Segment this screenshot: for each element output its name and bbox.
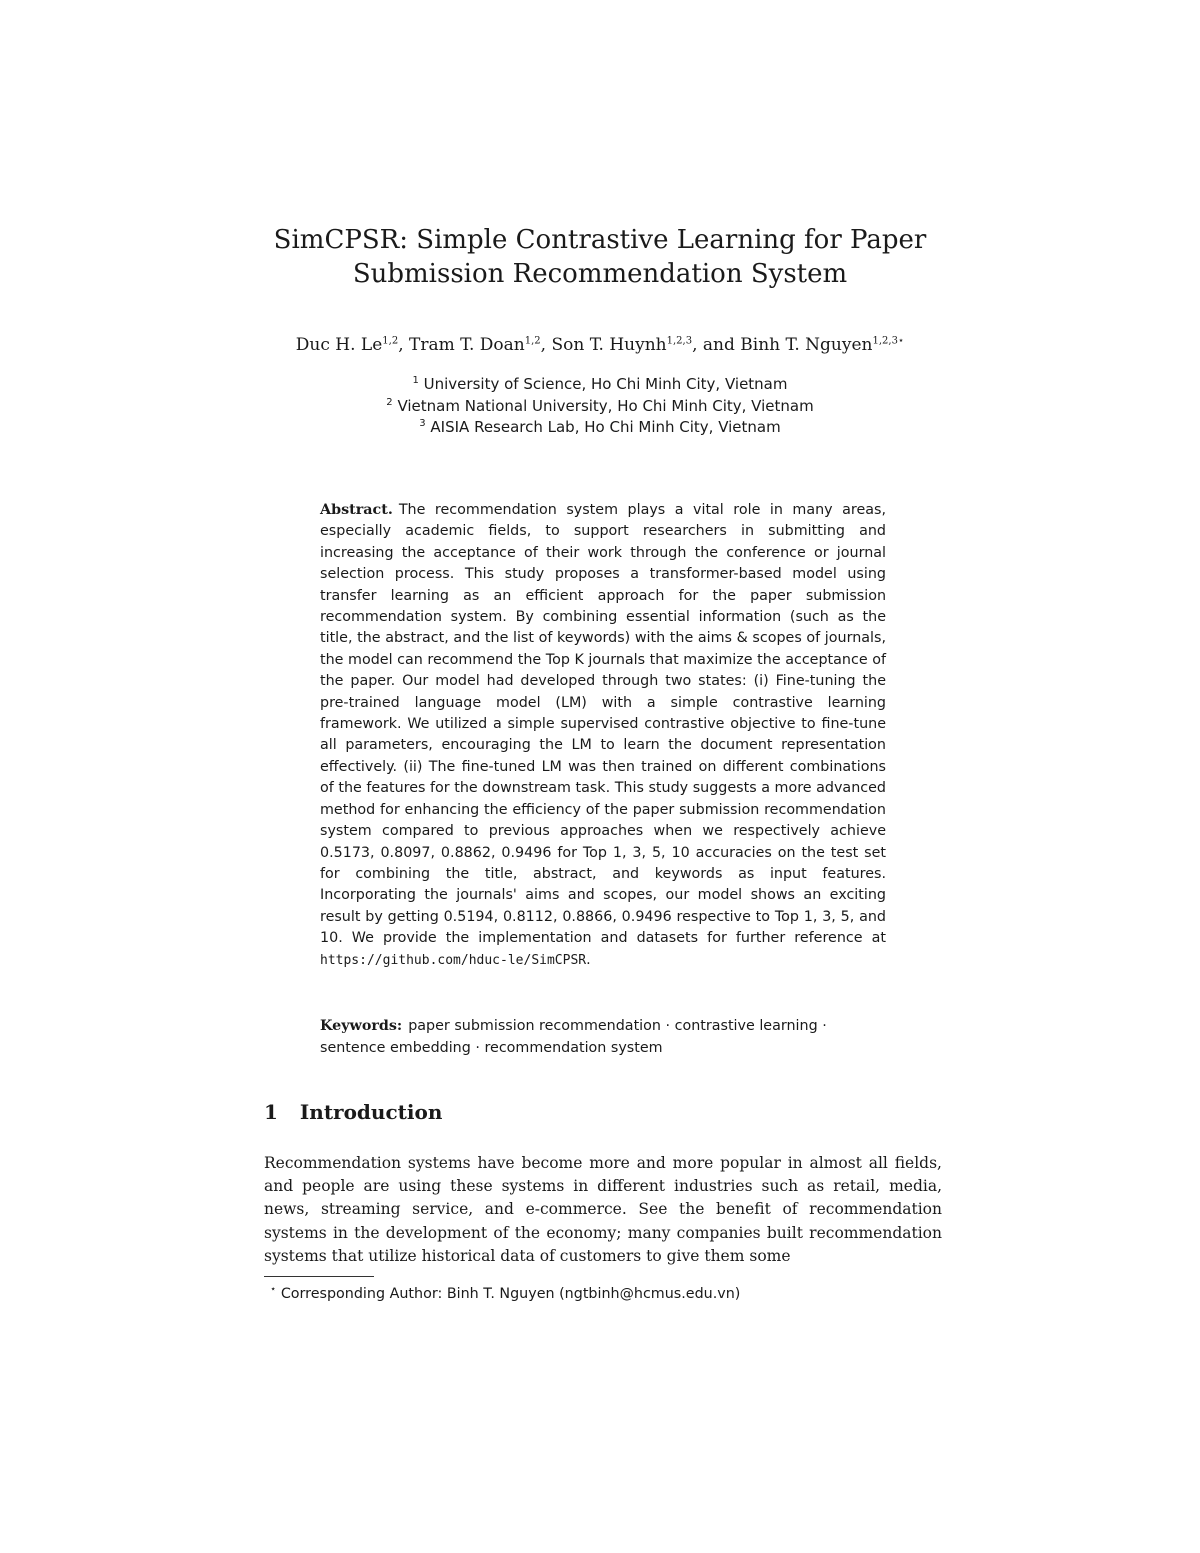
author-affiliation-mark: 1,2,3⋆	[872, 335, 905, 347]
keywords	[320, 1015, 886, 1059]
affiliation: $^2$ Vietnam National University, Ho Chi Minh City, Vietnam	[386, 396, 814, 415]
author-name: Tram T. Doan	[409, 335, 525, 355]
author-affiliation-mark: 1,2	[382, 335, 399, 347]
author-affiliation-mark: 1,2	[524, 335, 541, 347]
footnote-mark: ⋆	[270, 1284, 277, 1296]
author-name: Duc H. Le	[295, 335, 383, 355]
section-title: Introduction	[299, 1100, 443, 1124]
affiliation: $^3$ AISIA Research Lab, Ho Chi Minh City, Vietnam	[419, 418, 781, 436]
section-number: 1	[264, 1100, 278, 1124]
keywords-text: paper submission recommendation · contrastive learning · sentence embedding · recommendation system	[320, 1018, 827, 1056]
section-heading	[264, 1100, 442, 1124]
author-name: Binh T. Nguyen	[740, 335, 873, 355]
author-name: Son T. Huynh	[551, 335, 667, 355]
abstract-label: Abstract.	[320, 502, 393, 518]
title-line-1: SimCPSR: Simple Contrastive Learning for Paper	[273, 225, 927, 255]
keywords-label: Keywords:	[320, 1018, 403, 1034]
abstract-text: The recommendation system plays a vital role in many areas, especially academic fields, to support researchers in submitting and increasing the acceptance of their work through the conference or journal selection process. This study proposes a transformer-based model using transfer learning as an efficient approach for the paper submission recommendation system. By combining essential information (such as the title, the abstract, and the list of keywords) with the aims & scopes of journals, the model can recommend the Top K journals that maximize the acceptance of the paper. Our model had developed through two states: (i) Fine-tuning the pre-trained language model (LM) with a simple contrastive learning framework. We utilized a simple supervised contrastive objective to fine-tune all parameters, encouraging the LM to learn the document representation effectively. (ii) The fine-tuned LM was then trained on different combinations of the features for the downstream task. This study suggests a more advanced method for enhancing the efficiency of the paper submission recommendation system compared to previous approaches when we respectively achieve 0.5173, 0.8097, 0.8862, 0.9496 for Top 1, 3, 5, 10 accuracies on the test set for combining the title, abstract, and keywords as input features. Incorporating the journals' aims and scopes, our model shows an exciting result by getting 0.5194, 0.8112, 0.8866, 0.9496 respective to Top 1, 3, 5, and 10. We provide the implementation and datasets for further reference at	[320, 502, 886, 947]
affiliation: $^1$ University of Science, Ho Chi Minh City, Vietnam	[412, 375, 788, 393]
author-affiliation-mark: 1,2,3	[666, 335, 693, 347]
paper-title	[150, 223, 1050, 291]
abstract: Abstract. The recommendation system plays a vital role in many areas, especially academic fields, to support researchers in submitting and increasing the acceptance of their work through the conference or journal selection process. This study proposes a transformer-based model using transfer learning as an efficient approach for the paper submission recommendation system. By combining essential information (such as the title, the abstract, and the list of keywords) with the aims & scopes of journals, the model can recommend the Top K journals that maximize the acceptance of the paper. Our model had developed through two states: (i) Fine-tuning the pre-trained language model (LM) with a simple contrastive learning framework. We utilized a simple supervised contrastive objective to fine-tune all parameters, encouraging the LM to learn the document representation effectively. (ii) The fine-tuned LM was then trained on different combinations of the features for the downstream task. This study suggests a more advanced method for enhancing the efficiency of the paper submission recommendation system compared to previous approaches when we respectively achieve 0.5173, 0.8097, 0.8862, 0.9496 for Top 1, 3, 5, 10 accuracies on the test set for combining the title, abstract, and keywords as input features. Incorporating the journals' aims and scopes, our model shows an exciting result by getting 0.5194, 0.8112, 0.8866, 0.9496 respective to Top 1, 3, 5, and 10. We provide the implementation and datasets for further reference at https://github.com/hduc-le/SimCPSR.	[320, 502, 886, 968]
introduction-paragraph: Recommendation systems have become more and more popular in almost all fields, and people are using these systems in different industries such as retail, media, news, streaming service, and e-commerce. See the benefit of recommendation systems in the development of the economy; many companies built recommendation systems that utilize historical data of customers to give them some	[264, 1154, 942, 1265]
footnote-text: Corresponding Author: Binh T. Nguyen (ngtbinh@hcmus.edu.vn)	[280, 1286, 741, 1302]
affiliation-list	[150, 374, 1050, 439]
author-list: Duc H. Le$^{1,2}$, Tram T. Doan$^{1,2}$, Son T. Huynh$^{1,2,3}$, and Binh T. Nguyen$^{1,2,3⋆}$	[295, 335, 905, 355]
footnote-divider	[264, 1276, 374, 1277]
title-line-2: Submission Recommendation System	[352, 259, 848, 289]
repository-link[interactable]: https://github.com/hduc-le/SimCPSR	[320, 952, 587, 968]
footnote	[270, 1284, 740, 1304]
